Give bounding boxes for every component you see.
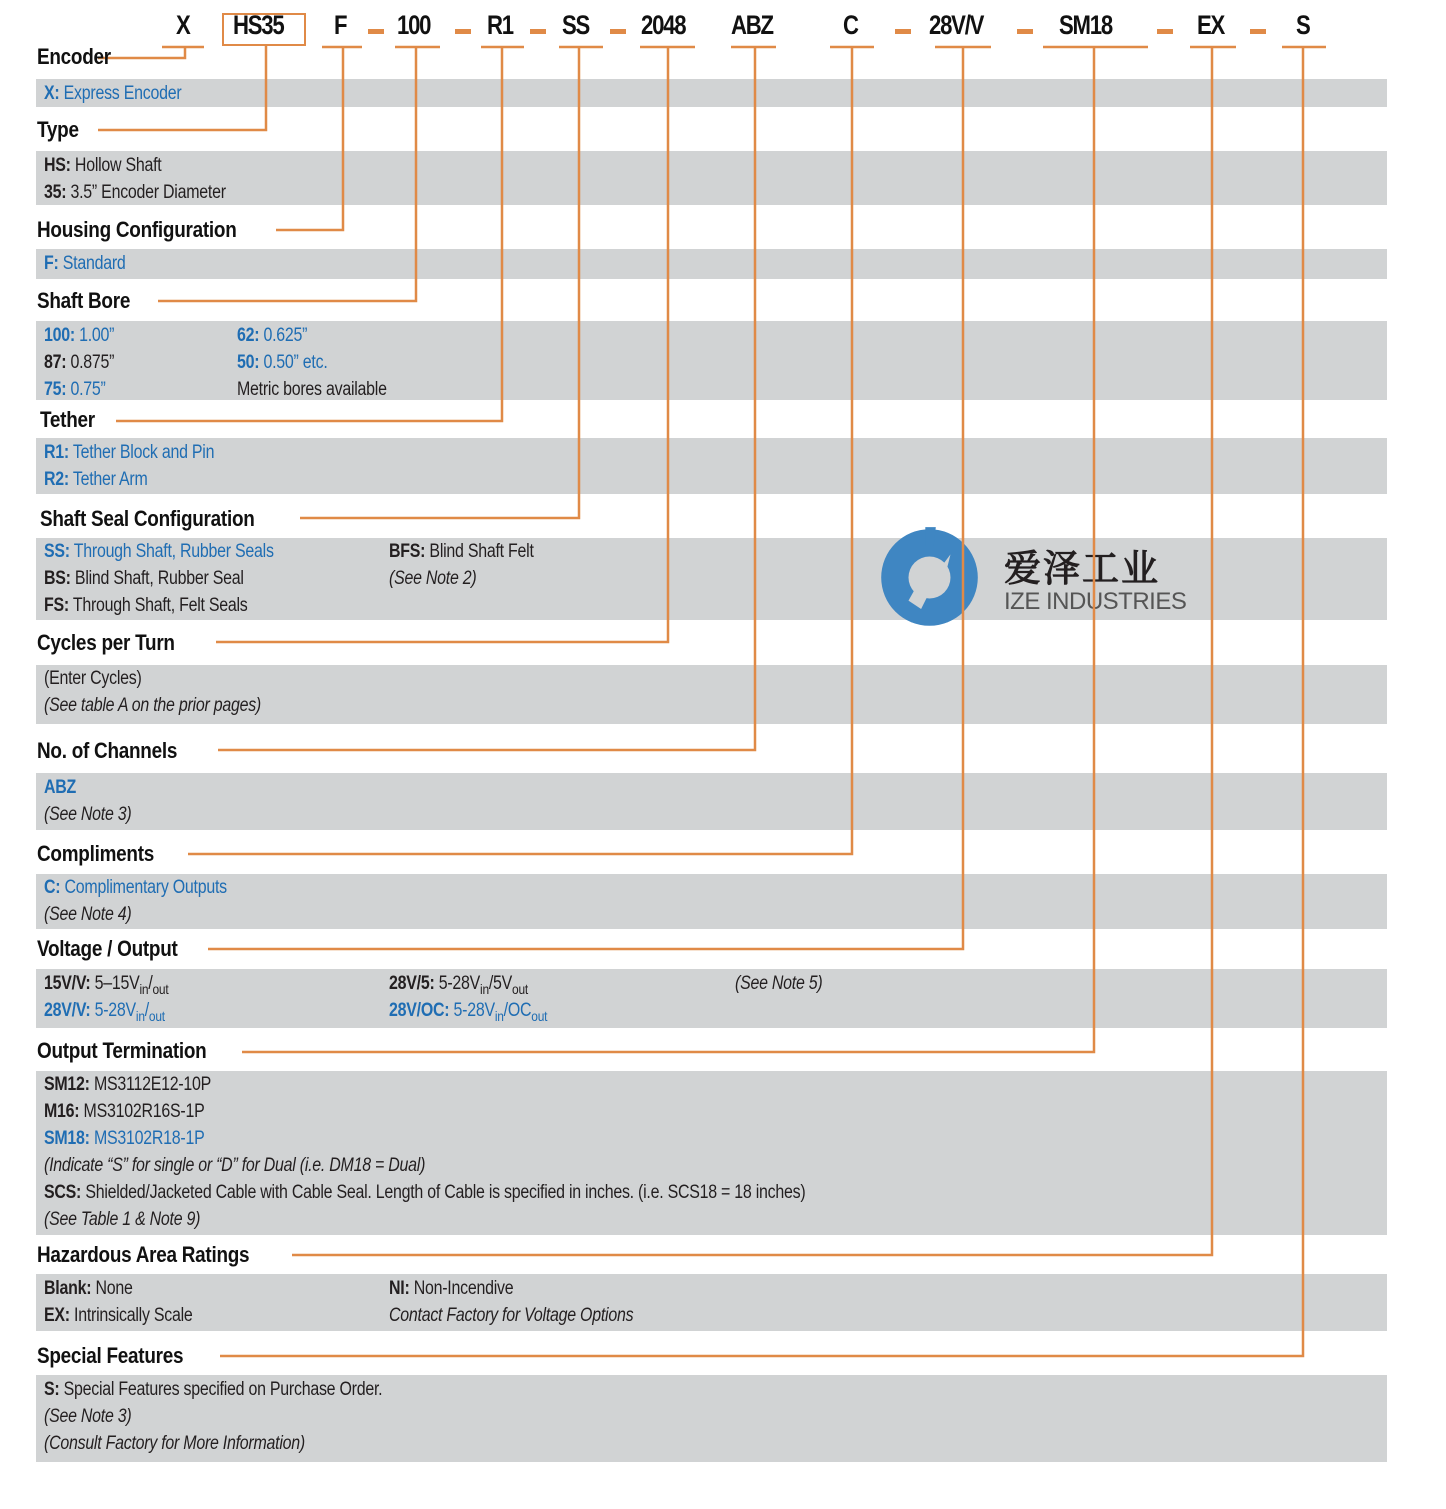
heading-voltage: Voltage / Output	[37, 936, 178, 961]
option-voltage-28voc	[389, 997, 547, 1031]
pn-dash	[530, 29, 546, 34]
pn-dash	[610, 29, 626, 34]
option-code: NI:	[389, 1278, 410, 1299]
pn-segment-tether: R1	[487, 10, 513, 40]
option-desc: Blind Shaft, Rubber Seal	[74, 568, 244, 589]
special-note-2: (Consult Factory for More Information)	[44, 1433, 305, 1454]
option-code: EX:	[44, 1305, 70, 1326]
option-code: 87:	[44, 352, 67, 373]
option-compliments-c	[44, 874, 227, 901]
pn-segment-encoder: X	[176, 10, 190, 40]
subscript: in	[139, 981, 149, 998]
option-desc: 5-28V	[453, 1000, 495, 1021]
option-seal-bfs	[389, 538, 534, 565]
pn-dash	[1157, 29, 1173, 34]
band-housing	[36, 249, 1387, 279]
pn-dash	[1017, 29, 1033, 34]
channels-code: ABZ	[44, 777, 77, 798]
option-type-hs	[44, 152, 161, 179]
option-code: 50:	[237, 352, 260, 373]
band-encoder	[36, 79, 1387, 107]
subscript: in	[480, 981, 489, 998]
option-desc: Complimentary Outputs	[64, 877, 227, 898]
option-seal-bs	[44, 565, 244, 592]
option-term-sm12	[44, 1071, 211, 1098]
option-term-m16	[44, 1098, 204, 1125]
channels-value	[44, 774, 76, 801]
option-term-sm18	[44, 1125, 204, 1152]
option-tether-r1	[44, 439, 214, 466]
hazardous-note: Contact Factory for Voltage Options	[389, 1305, 634, 1326]
cycles-enter: (Enter Cycles)	[44, 668, 142, 689]
bore-note: Metric bores available	[237, 379, 387, 400]
compliments-note: (See Note 4)	[44, 904, 132, 925]
option-code: SS:	[44, 541, 70, 562]
pn-segment-channels: ABZ	[731, 10, 773, 40]
option-desc: Intrinsically Scale	[74, 1305, 193, 1326]
heading-type: Type	[37, 117, 79, 142]
option-code: SCS:	[44, 1182, 82, 1203]
option-bore-100	[44, 322, 114, 349]
pn-dash	[455, 29, 471, 34]
pn-segment-type: HS35	[233, 10, 284, 40]
option-desc: Special Features specified on Purchase Order.	[63, 1379, 383, 1400]
option-desc: /	[148, 973, 153, 994]
band-hazardous	[36, 1274, 1387, 1331]
option-code: BFS:	[389, 541, 426, 562]
band-compliments	[36, 874, 1387, 929]
option-code: C:	[44, 877, 61, 898]
option-desc: 5-28V	[94, 1000, 136, 1021]
option-code: R2:	[44, 469, 69, 490]
option-desc: Blind Shaft Felt	[429, 541, 534, 562]
option-haz-blank	[44, 1275, 133, 1302]
band-channels	[36, 773, 1387, 830]
option-seal-fs	[44, 592, 248, 619]
option-desc: Through Shaft, Rubber Seals	[73, 541, 274, 562]
heading-special: Special Features	[37, 1343, 184, 1368]
pn-dash	[895, 29, 911, 34]
heading-shaft-seal: Shaft Seal Configuration	[40, 506, 255, 531]
option-code: BS:	[44, 568, 71, 589]
option-bore-62	[237, 322, 307, 349]
heading-tether: Tether	[40, 407, 95, 432]
band-type	[36, 151, 1387, 205]
option-desc: Hollow Shaft	[74, 155, 162, 176]
option-code: 35:	[44, 182, 67, 203]
subscript: in	[494, 1008, 504, 1025]
option-desc: MS3102R16S-1P	[83, 1101, 205, 1122]
pn-dash	[368, 29, 384, 34]
option-code: FS:	[44, 595, 69, 616]
option-desc: 3.5” Encoder Diameter	[70, 182, 226, 203]
termination-note-1: (Indicate “S” for single or “D” for Dual (i.e. DM18 = Dual)	[44, 1155, 426, 1176]
option-code: SM18:	[44, 1128, 90, 1149]
option-code: HS:	[44, 155, 71, 176]
option-desc: Tether Block and Pin	[72, 442, 215, 463]
heading-shaft-bore: Shaft Bore	[37, 288, 131, 313]
option-code: S:	[44, 1379, 60, 1400]
pn-dash	[1250, 29, 1266, 34]
option-desc: Express Encoder	[63, 83, 182, 104]
pn-segment-compliments: C	[843, 10, 858, 40]
watermark-name-en: IZE INDUSTRIES	[1004, 588, 1187, 615]
option-bore-75	[44, 376, 106, 403]
option-desc: 0.875”	[70, 352, 115, 373]
special-note-1: (See Note 3)	[44, 1406, 132, 1427]
option-code: 28V/OC:	[389, 1000, 450, 1021]
option-code: F:	[44, 253, 59, 274]
option-desc: /OC	[503, 1000, 532, 1021]
option-type-35	[44, 179, 226, 206]
option-desc: MS3102R18-1P	[93, 1128, 205, 1149]
option-code: SM12:	[44, 1074, 90, 1095]
watermark-name-cn: 爱泽工业	[1004, 547, 1160, 590]
termination-note-2: (See Table 1 & Note 9)	[44, 1209, 201, 1230]
option-code: 15V/V:	[44, 973, 91, 994]
option-tether-r2	[44, 466, 148, 493]
option-code: X:	[44, 83, 60, 104]
option-code: 100:	[44, 325, 75, 346]
option-code: M16:	[44, 1101, 80, 1122]
heading-housing: Housing Configuration	[37, 217, 237, 242]
option-desc: 5-28V	[438, 973, 481, 994]
heading-channels: No. of Channels	[37, 738, 178, 763]
option-haz-ni	[389, 1275, 513, 1302]
option-bore-50	[237, 349, 328, 376]
option-desc: None	[95, 1278, 133, 1299]
option-desc: 1.00”	[79, 325, 115, 346]
pn-segment-bore: 100	[397, 10, 431, 40]
subscript: out	[148, 1008, 165, 1025]
option-code: 75:	[44, 379, 67, 400]
option-bore-87	[44, 349, 114, 376]
ize-logo-icon	[877, 525, 982, 630]
heading-encoder: Encoder	[37, 44, 111, 69]
option-desc: 0.50” etc.	[263, 352, 328, 373]
pn-segment-hazardous: EX	[1197, 10, 1225, 40]
option-term-scs	[44, 1179, 805, 1206]
heading-cycles: Cycles per Turn	[37, 630, 175, 655]
heading-hazardous: Hazardous Area Ratings	[37, 1242, 250, 1267]
option-special-s	[44, 1376, 382, 1403]
option-encoder-x	[44, 80, 181, 107]
option-desc: /5V	[488, 973, 513, 994]
subscript: out	[152, 981, 169, 998]
pn-segment-seal: SS	[562, 10, 590, 40]
option-desc: Tether Arm	[72, 469, 148, 490]
option-desc: /	[144, 1000, 149, 1021]
subscript: out	[512, 981, 528, 998]
heading-compliments: Compliments	[37, 841, 155, 866]
option-desc: Through Shaft, Felt Seals	[72, 595, 248, 616]
option-desc: Shielded/Jacketed Cable with Cable Seal. Length of Cable is specified in inches. (i.e. SCS18 = 18 inches)	[85, 1182, 806, 1203]
option-desc: Non-Incendive	[413, 1278, 514, 1299]
option-desc: Standard	[62, 253, 126, 274]
band-tether	[36, 438, 1387, 494]
band-voltage	[36, 969, 1387, 1028]
option-desc: 5–15V	[94, 973, 140, 994]
option-desc: MS3112E12-10P	[93, 1074, 212, 1095]
option-code: R1:	[44, 442, 69, 463]
option-housing-f	[44, 250, 126, 277]
subscript: out	[531, 1008, 548, 1025]
option-code: 62:	[237, 325, 260, 346]
cycles-note: (See table A on the prior pages)	[44, 695, 261, 716]
option-desc: 0.625”	[263, 325, 308, 346]
pn-segment-cycles: 2048	[641, 10, 686, 40]
option-code: 28V/5:	[389, 973, 435, 994]
pn-segment-housing: F	[334, 10, 347, 40]
seal-note: (See Note 2)	[389, 568, 477, 589]
pn-segment-termination: SM18	[1059, 10, 1112, 40]
option-code: 28V/V:	[44, 1000, 91, 1021]
heading-termination: Output Termination	[37, 1038, 207, 1063]
option-voltage-28vv	[44, 997, 165, 1031]
option-code: Blank:	[44, 1278, 92, 1299]
pn-segment-voltage: 28V/V	[929, 10, 984, 40]
subscript: in	[135, 1008, 145, 1025]
voltage-note: (See Note 5)	[735, 973, 823, 994]
channels-note: (See Note 3)	[44, 804, 132, 825]
pn-segment-special: S	[1296, 10, 1310, 40]
option-haz-ex	[44, 1302, 193, 1329]
option-seal-ss	[44, 538, 274, 565]
option-desc: 0.75”	[70, 379, 106, 400]
